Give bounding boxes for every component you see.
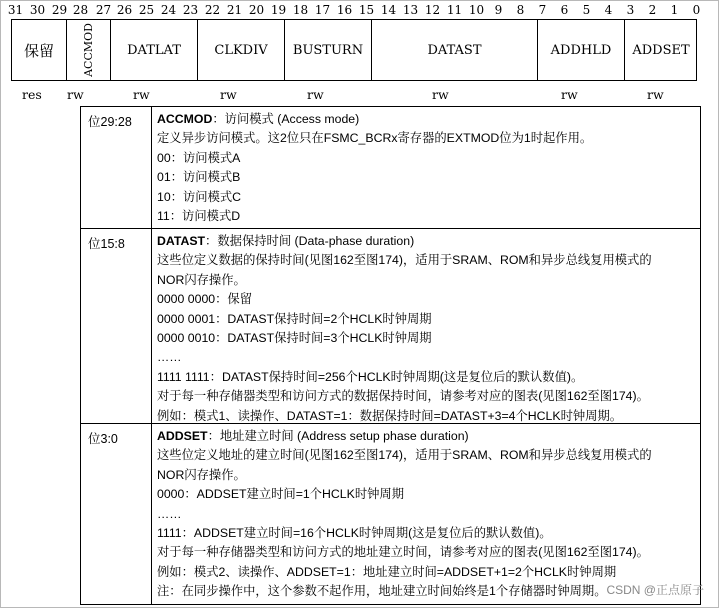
- bit-number: 26: [116, 3, 133, 17]
- desc-line: 注：在同步操作中，这个参数不起作用，地址建立时间始终是1个存储器时钟周期。: [157, 584, 607, 599]
- desc-line: 例如：模式1、读操作、DATAST=1：数据保持时间=DATAST+3=4个HCLK时钟周期。: [157, 408, 623, 423]
- access-addset: rw: [647, 87, 664, 102]
- desc-line: 1111 1111：DATAST保持时间=256个HCLK时钟周期(这是复位后的默认数值)。: [157, 369, 584, 384]
- bit-number: 17: [314, 3, 331, 17]
- bit-number: 27: [95, 3, 112, 17]
- bit-number: 30: [29, 3, 46, 17]
- bit-number: 22: [204, 3, 221, 17]
- desc-content: [157, 232, 697, 426]
- desc-line: 定义异步访问模式。这2位只在FSMC_BCRx寄存器的EXTMOD位为1时起作用。: [157, 131, 593, 146]
- desc-line: 01：访问模式B: [157, 170, 241, 185]
- desc-line: 11：访问模式D: [157, 209, 241, 224]
- field-title: DATAST: [157, 234, 206, 248]
- field-title-desc: ：数据保持时间 (Data-phase duration): [205, 234, 415, 248]
- desc-line: 例如：模式2、读操作、ADDSET=1：地址建立时间=ADDSET+1=2个HCLK时钟周期: [157, 564, 617, 579]
- desc-content: [157, 427, 697, 602]
- access-addhld: rw: [561, 87, 578, 102]
- bit-number: 13: [402, 3, 419, 17]
- bit-range-cell: [81, 424, 152, 604]
- field-title-desc: ：地址建立时间 (Address setup phase duration): [207, 429, 469, 443]
- desc-block-addset: [81, 424, 700, 604]
- access-busturn: rw: [307, 87, 324, 102]
- bit-number: 7: [538, 3, 547, 17]
- desc-block-accmod: [81, 107, 700, 229]
- access-datlat: rw: [133, 87, 150, 102]
- field-title: ADDSET: [157, 429, 208, 443]
- bit-description-table: [80, 106, 701, 605]
- field-addset: ADDSET: [632, 42, 690, 58]
- bit-number: 8: [516, 3, 525, 17]
- access-accmod: rw: [67, 87, 84, 102]
- bit-number: 9: [494, 3, 503, 17]
- desc-line: 0000 0000：保留: [157, 292, 253, 307]
- bit-number: 5: [582, 3, 591, 17]
- field-accmod-label: ACCMOD: [82, 23, 95, 77]
- field-clkdiv: CLKDIV: [198, 20, 285, 80]
- bit-number: 12: [424, 3, 441, 17]
- field-datast: DATAST: [372, 20, 538, 80]
- bit-number: 25: [138, 3, 155, 17]
- bit-number: 21: [226, 3, 243, 17]
- desc-line: 这些位定义数据的保持时间(见图162至图174)，适用于SRAM、ROM和异步总线复用模式的: [157, 253, 652, 268]
- bit-number: 3: [626, 3, 635, 17]
- register-fields-row: [11, 19, 697, 81]
- access-datast: rw: [432, 87, 449, 102]
- access-clkdiv: rw: [220, 87, 237, 102]
- desc-line: 1111：ADDSET建立时间=16个HCLK时钟周期(这是复位后的默认数值)。: [157, 526, 552, 541]
- bit-number: 0: [692, 3, 701, 17]
- bit-number: 14: [380, 3, 397, 17]
- desc-line: 0000：ADDSET建立时间=1个HCLK时钟周期: [157, 487, 405, 502]
- bit-range-cell: [81, 107, 152, 228]
- field-busturn: BUSTURN: [285, 20, 372, 80]
- bit-number: 2: [648, 3, 657, 17]
- desc-line: ……: [157, 350, 182, 365]
- access-reserved: res: [22, 87, 42, 102]
- watermark-text: CSDN @正点原子: [606, 583, 704, 597]
- bit-number: 4: [604, 3, 613, 17]
- bit-number: 28: [72, 3, 89, 17]
- bit-number: 31: [7, 3, 24, 17]
- bit-number: 16: [336, 3, 353, 17]
- desc-line: NOR闪存操作。: [157, 272, 246, 287]
- field-title-desc: ：访问模式 (Access mode): [212, 112, 360, 126]
- bit-number: 18: [292, 3, 309, 17]
- desc-line: 0000 0010：DATAST保持时间=3个HCLK时钟周期: [157, 331, 432, 346]
- bit-range-label: 位15:8: [88, 237, 125, 251]
- desc-line: 对于每一种存储器类型和访问方式的数据保持时间，请参考对应的图表(见图162至图174)。: [157, 389, 649, 404]
- bit-number: 20: [248, 3, 265, 17]
- bit-number: 19: [270, 3, 287, 17]
- desc-line: NOR闪存操作。: [157, 467, 246, 482]
- bit-number: 10: [468, 3, 485, 17]
- desc-content: [157, 110, 697, 226]
- field-title: ACCMOD: [157, 112, 213, 126]
- field-datlat: DATLAT: [111, 20, 198, 80]
- bit-number: 6: [560, 3, 569, 17]
- desc-line: 10：访问模式C: [157, 189, 242, 204]
- field-reserved: 保留: [12, 20, 67, 80]
- bit-range-cell: [81, 229, 152, 423]
- bit-range-label: 位29:28: [88, 115, 132, 129]
- bit-number: 24: [160, 3, 177, 17]
- bit-number: 29: [51, 3, 68, 17]
- desc-line: 对于每一种存储器类型和访问方式的地址建立时间，请参考对应的图表(见图162至图174)。: [157, 545, 649, 560]
- field-accmod: [67, 20, 111, 80]
- desc-line: ……: [157, 506, 182, 521]
- desc-block-datast: [81, 229, 700, 424]
- bit-number: 15: [358, 3, 375, 17]
- desc-line: 这些位定义地址的建立时间(见图162至图174)，适用于SRAM、ROM和异步总线复用模式的: [157, 448, 652, 463]
- bit-range-label: 位3:0: [88, 432, 118, 446]
- bit-number: 1: [670, 3, 679, 17]
- desc-line: 0000 0001：DATAST保持时间=2个HCLK时钟周期: [157, 311, 432, 326]
- field-addhld: ADDHLD: [538, 20, 625, 80]
- bit-number: 23: [182, 3, 199, 17]
- bit-number: 11: [446, 3, 463, 17]
- desc-line: 00：访问模式A: [157, 150, 241, 165]
